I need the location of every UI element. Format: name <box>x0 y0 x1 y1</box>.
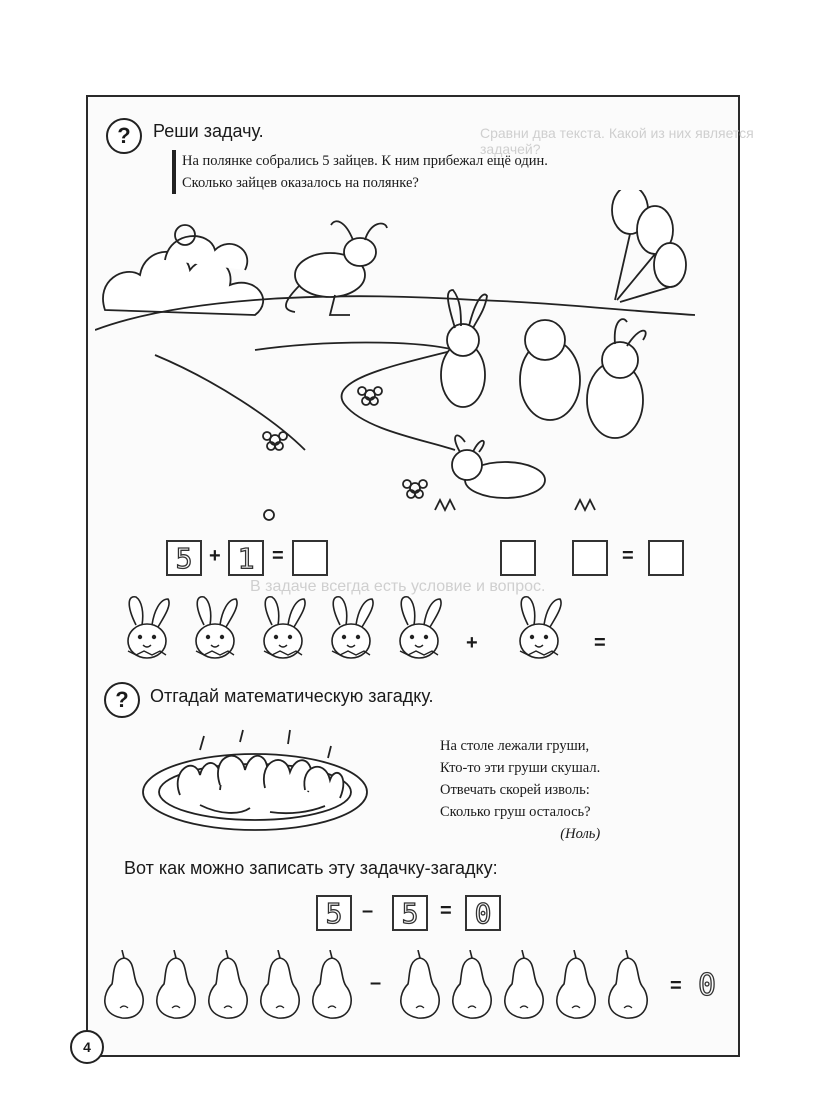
pear-icon <box>98 950 150 1022</box>
section3-heading: Вот как можно записать эту задачку-загадку: <box>124 858 498 878</box>
minus-sign: – <box>370 972 382 994</box>
pear-icon <box>498 950 550 1022</box>
equals-sign: = <box>272 545 284 567</box>
bunny-head-icon <box>186 595 244 665</box>
equals-sign: = <box>670 975 682 997</box>
poem-line: На столе лежали груши, <box>440 738 590 754</box>
bunny-head-icon <box>390 595 448 665</box>
plus-sign: + <box>466 632 478 654</box>
question-icon: ? <box>106 118 142 154</box>
problem-line: Сколько зайцев оказалось на полянке? <box>182 175 419 191</box>
equals-sign: = <box>622 545 634 567</box>
bunny-head-icon <box>510 595 568 665</box>
pear-icon <box>254 950 306 1022</box>
pear-icon <box>446 950 498 1022</box>
bleed-through-text: В задаче всегда есть условие и вопрос. <box>250 578 546 595</box>
plus-sign: + <box>209 545 221 567</box>
section1-heading: Реши задачу. <box>153 121 264 141</box>
bunny-head-icon <box>322 595 380 665</box>
poem-line: Сколько груш осталось? <box>440 804 591 820</box>
question-icon: ? <box>104 682 140 718</box>
bunny-head-icon <box>118 595 176 665</box>
pear-icon <box>602 950 654 1022</box>
pear-icon <box>150 950 202 1022</box>
equals-sign: = <box>440 900 452 922</box>
pear-icon <box>202 950 254 1022</box>
digit-box: 1 <box>228 540 264 576</box>
problem-text <box>172 150 652 194</box>
result-digit: 0 <box>698 968 717 1003</box>
poem-line: Кто-то эти груши скушал. <box>440 760 601 776</box>
answer-box[interactable] <box>292 540 328 576</box>
bunny-head-icon <box>254 595 312 665</box>
pear-icon <box>550 950 602 1022</box>
riddle-answer: (Ноль) <box>560 826 601 842</box>
poem-line: Отвечать скорей изволь: <box>440 782 590 798</box>
digit-box: 0 <box>465 895 501 931</box>
pear-icon <box>306 950 358 1022</box>
answer-box[interactable] <box>572 540 608 576</box>
answer-box[interactable] <box>500 540 536 576</box>
equals-sign: = <box>594 632 606 654</box>
problem-line: На полянке собрались 5 зайцев. К ним прибежал ещё один. <box>182 153 548 169</box>
meadow-illustration <box>95 190 695 530</box>
digit-box: 5 <box>316 895 352 931</box>
digit-box: 5 <box>392 895 428 931</box>
digit-box: 5 <box>166 540 202 576</box>
bleed-through-text: Сравни два текста. Какой из них является задачей? <box>480 125 754 157</box>
pear-icon <box>394 950 446 1022</box>
section2-heading: Отгадай математическую загадку. <box>150 686 434 706</box>
plate-with-pear-cores-illustration <box>140 720 380 835</box>
riddle-poem <box>440 735 600 845</box>
minus-sign: – <box>362 900 374 922</box>
answer-box[interactable] <box>648 540 684 576</box>
page-number: 4 <box>70 1030 104 1064</box>
